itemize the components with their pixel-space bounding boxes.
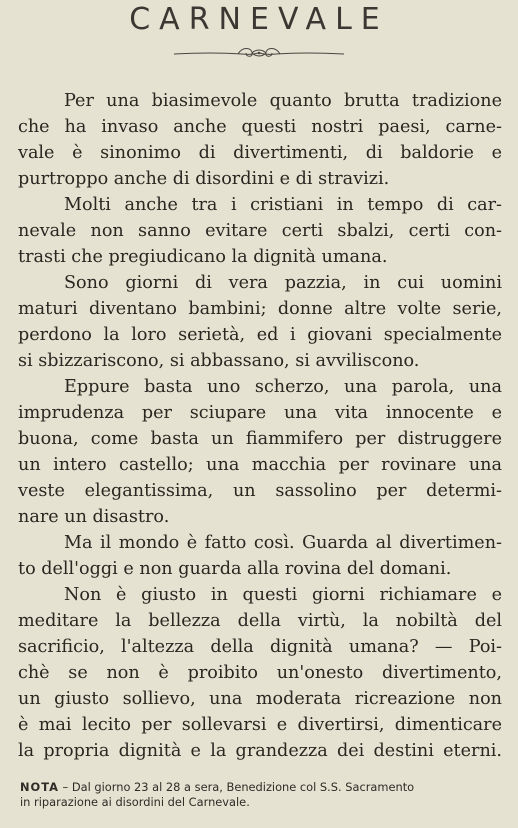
text-line: Sono giorni di vera pazzia, in cui uomini bbox=[64, 273, 502, 293]
footnote-label: NOTA bbox=[20, 780, 59, 794]
text-line: veste elegantissima, un sassolino per determi- bbox=[18, 481, 502, 501]
page-title: CARNEVALE bbox=[129, 2, 389, 37]
text-line: sacrificio, l'altezza della dignità umana? — Poi- bbox=[18, 637, 502, 657]
flourish-divider-icon bbox=[172, 45, 346, 61]
text-line: Non è giusto in questi giorni richiamare e bbox=[64, 585, 502, 605]
text-line: Eppure basta uno scherzo, una parola, una bbox=[64, 377, 502, 397]
text-line: Molti anche tra i cristiani in tempo di car- bbox=[64, 195, 502, 215]
footnote-text: – Dal giorno 23 al 28 a sera, Benedizione col S.S. Sacramento bbox=[62, 780, 415, 794]
text-line: che ha invaso anche questi nostri paesi, carne- bbox=[18, 117, 502, 137]
text-line: to dell'oggi e non guarda alla rovina del domani. bbox=[18, 559, 452, 579]
text-line: nevale non sanno evitare certi sbalzi, certi con- bbox=[18, 221, 502, 241]
text-line: imprudenza per sciupare una vita innocente e bbox=[18, 403, 502, 423]
text-line: meditare la bellezza della virtù, la nobiltà del bbox=[18, 611, 502, 631]
text-line: Ma il mondo è fatto così. Guarda al divertimen- bbox=[64, 533, 502, 553]
text-line: vale è sinonimo di divertimenti, di baldorie e bbox=[18, 143, 502, 163]
text-line: maturi diventano bambini; donne altre volte serie, bbox=[18, 299, 502, 319]
text-line: la propria dignità e la grandezza dei destini eterni. bbox=[18, 741, 502, 761]
article-body bbox=[18, 88, 502, 764]
footnote bbox=[20, 780, 500, 810]
text-line: un intero castello; una macchia per rovinare una bbox=[18, 455, 502, 475]
text-line: è mai lecito per sollevarsi e divertirsi, dimenticare bbox=[18, 715, 502, 735]
text-line: nare un disastro. bbox=[18, 507, 170, 527]
text-line: chè se non è proibito un'onesto divertimento, bbox=[18, 663, 502, 683]
text-line: buona, come basta un fiammifero per distruggere bbox=[18, 429, 502, 449]
text-line: un giusto sollievo, una moderata ricreazione non bbox=[18, 689, 502, 709]
text-line: purtroppo anche di disordini e di stravizi. bbox=[18, 169, 390, 189]
text-line: Per una biasimevole quanto brutta tradizione bbox=[64, 91, 502, 111]
text-line: trasti che pregiudicano la dignità umana. bbox=[18, 247, 388, 267]
footnote-line bbox=[20, 780, 500, 795]
text-line: perdono la loro serietà, ed i giovani specialmente bbox=[18, 325, 502, 345]
footnote-line: in riparazione ai disordini del Carnevale. bbox=[20, 795, 250, 809]
text-line: si sbizzariscono, si abbassano, si avviliscono. bbox=[18, 351, 420, 371]
